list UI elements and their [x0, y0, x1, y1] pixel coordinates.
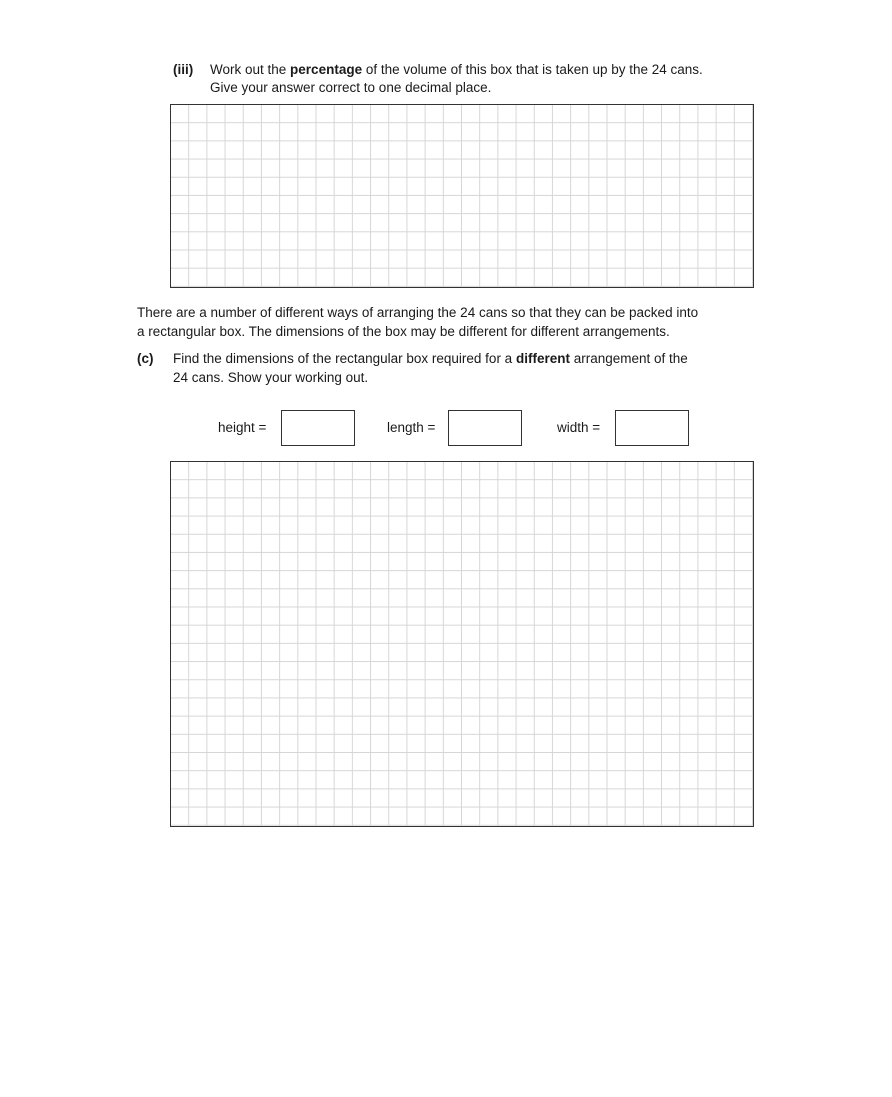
part-iii-label: (iii): [173, 62, 194, 77]
part-c-keyword-different: different: [515, 351, 570, 366]
height-label: height =: [218, 420, 267, 435]
height-answer-input[interactable]: [281, 410, 355, 446]
part-c-label: (c): [137, 351, 154, 366]
part-c-text-pre: Find the dimensions of the rectangular box required for a: [173, 351, 516, 366]
part-iii-question-line-2: Give your answer correct to one decimal place.: [210, 80, 492, 95]
part-c-question-line-1: [173, 350, 688, 368]
part-iii-question-line-1: [210, 61, 703, 79]
part-c-text-post: arrangement of the: [569, 351, 688, 366]
part-c-working-grid[interactable]: [170, 461, 754, 827]
intro-line-2: a rectangular box. The dimensions of the box may be different for different arrangements.: [137, 324, 670, 339]
part-iii-text-post: of the volume of this box that is taken up by the 24 cans.: [362, 62, 703, 77]
part-c-question-line-2: 24 cans. Show your working out.: [173, 370, 369, 385]
length-label: length =: [387, 420, 436, 435]
length-answer-input[interactable]: [448, 410, 522, 446]
intro-line-1: There are a number of different ways of arranging the 24 cans so that they can be packed into: [137, 305, 699, 320]
width-answer-input[interactable]: [615, 410, 689, 446]
part-iii-working-grid[interactable]: [170, 104, 754, 288]
part-iii-keyword-percentage: percentage: [290, 62, 363, 77]
part-iii-text-pre: Work out the: [210, 62, 291, 77]
width-label: width =: [557, 420, 601, 435]
